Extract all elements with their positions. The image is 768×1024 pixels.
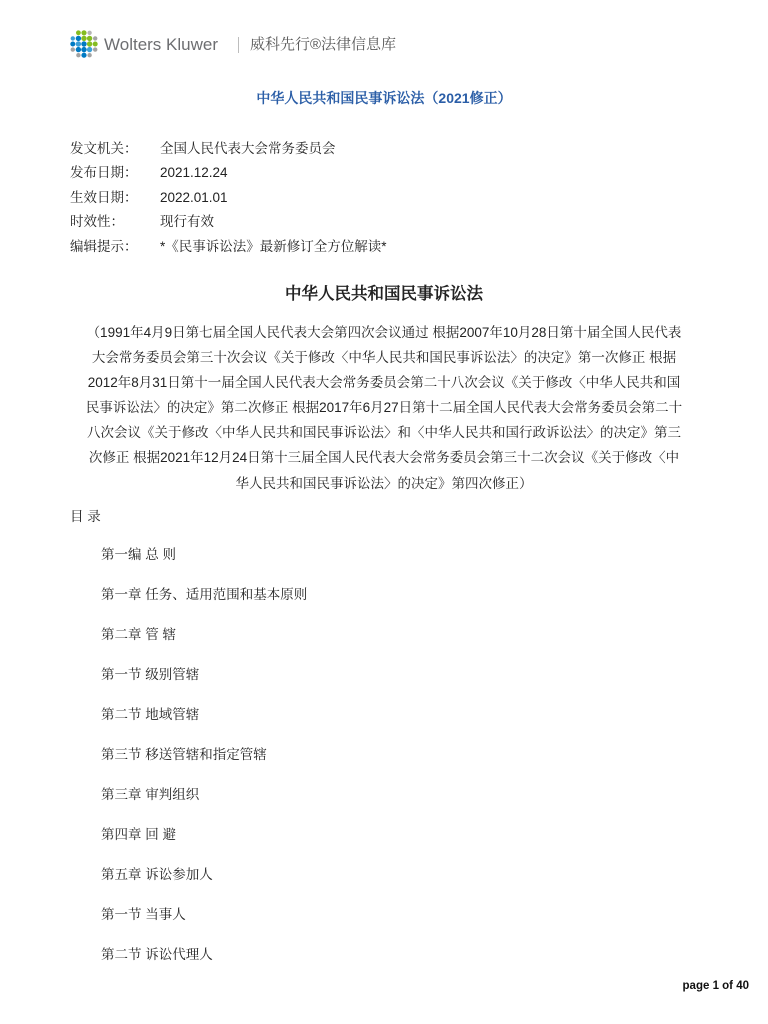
toc-item: 第二节 诉讼代理人 [101,947,213,962]
toc-item: 第五章 诉讼参加人 [101,867,213,882]
metadata-label: 生效日期： [70,189,138,205]
header-divider [238,37,239,53]
metadata-value: 现行有效 [160,214,214,230]
table-of-contents [101,535,701,975]
toc-item: 第二节 地域管辖 [101,707,200,722]
metadata-label: 发布日期： [70,165,138,181]
toc-item: 第一节 级别管辖 [101,667,200,682]
preamble-line: 华人民共和国民事诉讼法〉的决定》第四次修正） [235,475,533,491]
metadata-label: 时效性： [70,214,124,230]
metadata-list [70,137,690,260]
metadata-value: 全国人民代表大会常务委员会 [160,140,336,156]
metadata-row-effective-date [70,186,690,211]
metadata-label: 发文机关： [70,140,138,156]
brand-name: Wolters Kluwer [104,35,218,54]
wolters-kluwer-logo-icon [70,30,98,58]
preamble-line: 民事诉讼法〉的决定》第二次修正 根据2017年6月27日第十二届全国人民代表大会常务委员会第二十 [85,400,683,416]
metadata-value: 2021.12.24 [160,165,228,181]
metadata-row-validity [70,210,690,235]
document-title: 中华人民共和国民事诉讼法（2021修正） [256,90,512,106]
metadata-value: *《民事诉讼法》最新修订全方位解读* [160,238,387,254]
toc-item: 第四章 回 避 [101,827,177,842]
preamble [0,320,768,496]
preamble-line: 次修正 根据2021年12月24日第十三届全国人民代表大会常务委员会第三十二次会议《关于修改〈中 [88,450,680,466]
preamble-line: 2012年8月31日第十一届全国人民代表大会常务委员会第二十八次会议《关于修改〈中华人民共和国 [87,374,681,390]
toc-item: 第三节 移送管辖和指定管辖 [101,747,267,762]
metadata-row-publish-date [70,161,690,186]
preamble-line: （1991年4月9日第七届全国人民代表大会第四次会议通过 根据2007年10月28日第十届全国人民代表 [86,324,682,340]
preamble-line: 大会常务委员会第三十次会议《关于修改〈中华人民共和国民事诉讼法〉的决定》第一次修正 根据 [91,349,677,365]
metadata-label: 编辑提示： [70,238,138,254]
preamble-line: 八次会议《关于修改〈中华人民共和国民事诉讼法〉和〈中华人民共和国行政诉讼法〉的决定》第三 [87,425,681,441]
metadata-row-issuer [70,137,690,162]
metadata-row-editor-note [70,235,690,260]
page-indicator: page 1 of 40 [682,980,749,992]
toc-item: 第二章 管 辖 [101,627,177,642]
toc-item: 第三章 审判组织 [101,787,200,802]
metadata-value: 2022.01.01 [160,189,228,205]
toc-label: 目 录 [70,509,101,524]
law-heading: 中华人民共和国民事诉讼法 [285,285,483,303]
toc-item: 第一节 当事人 [101,907,186,922]
product-name: 威科先行®法律信息库 [250,36,397,53]
toc-item: 第一编 总 则 [101,547,177,562]
toc-item: 第一章 任务、适用范围和基本原则 [101,587,308,602]
